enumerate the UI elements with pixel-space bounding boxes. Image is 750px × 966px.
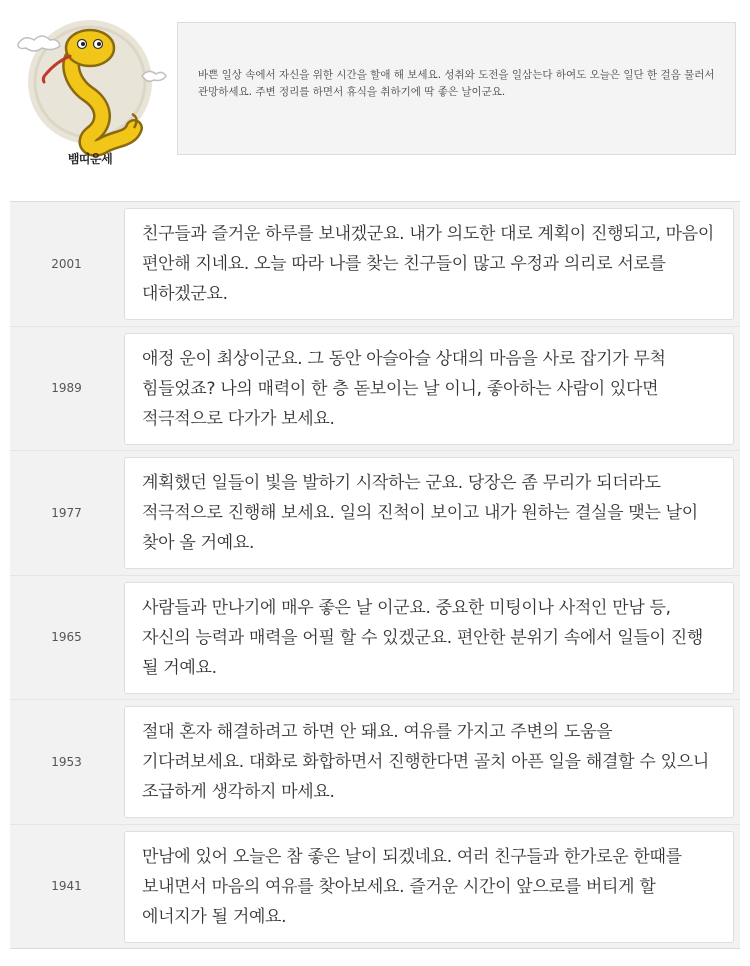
- summary-text: 바쁜 일상 속에서 자신을 위한 시간을 할애 해 보세요. 성취와 도전을 일삼는다 하여도 오늘은 일단 한 걸음 물러서 관망하세요. 주변 정리를 하면서 휴식을 취하기에 딱 좋은 날이군요.: [198, 69, 715, 98]
- fortune-row: [10, 201, 740, 326]
- fortune-row: [10, 326, 740, 451]
- snake-icon: [10, 12, 170, 172]
- fortune-list: [10, 201, 740, 949]
- summary-box: [177, 22, 736, 155]
- birth-year: 1941: [51, 879, 82, 894]
- fortune-card: [124, 706, 734, 818]
- zodiac-title: 뱀띠운세: [67, 152, 113, 166]
- birth-year: 1977: [51, 505, 82, 520]
- fortune-row: [10, 699, 740, 824]
- birth-year: 1953: [51, 754, 82, 769]
- fortune-text: 만남에 있어 오늘은 참 좋은 날이 되겠네요. 여러 친구들과 한가로운 한때를 보내면서 마음의 여유를 찾아보세요. 즐거운 시간이 앞으로를 버티게 할 에너지가 될 거예요.: [142, 846, 682, 927]
- fortune-text: 친구들과 즐거운 하루를 보내겠군요. 내가 의도한 대로 계획이 진행되고, 마음이 편안해 지네요. 오늘 따라 나를 찾는 친구들이 많고 우정과 의리로 서로를 대하겠군요.: [142, 224, 715, 304]
- fortune-row: [10, 824, 740, 949]
- fortune-card: [124, 333, 734, 445]
- fortune-card: [124, 582, 734, 694]
- fortune-header: [0, 0, 750, 180]
- fortune-row: [10, 575, 740, 700]
- fortune-card: [124, 208, 734, 320]
- birth-year: 1989: [51, 381, 82, 396]
- birth-year: 2001: [51, 256, 82, 271]
- birth-year: 1965: [51, 630, 82, 645]
- fortune-text: 계획했던 일들이 빛을 발하기 시작하는 군요. 당장은 좀 무리가 되더라도 적극적으로 진행해 보세요. 일의 진척이 보이고 내가 원하는 결실을 맺는 날이 찾아 올 거예요.: [142, 473, 698, 553]
- fortune-card: [124, 457, 734, 569]
- fortune-text: 사람들과 만나기에 매우 좋은 날 이군요. 중요한 미팅이나 사적인 만남 등, 자신의 능력과 매력을 어필 할 수 있겠군요. 편안한 분위기 속에서 일들이 진행 될 거예요.: [142, 597, 704, 678]
- fortune-row: [10, 450, 740, 575]
- fortune-text: 애정 운이 최상이군요. 그 동안 아슬아슬 상대의 마음을 사로 잡기가 무척 힘들었죠? 나의 매력이 한 층 돋보이는 날 이니, 좋아하는 사람이 있다면 적극적으로 다가가 보세요.: [142, 348, 666, 429]
- fortune-text: 절대 혼자 해결하려고 하면 안 돼요. 여유를 가지고 주변의 도움을 기다려보세요. 대화로 화합하면서 진행한다면 골치 아픈 일을 해결할 수 있으니 조급하게 생각하지 마세요.: [142, 722, 709, 802]
- fortune-card: [124, 831, 734, 943]
